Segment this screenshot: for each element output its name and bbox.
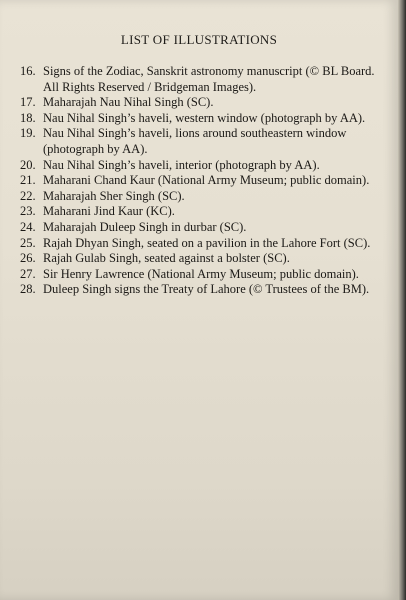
entry-text: Sir Henry Lawrence (National Army Museum; public domain). — [43, 266, 359, 281]
entry-number: 22. — [20, 188, 36, 203]
entry-text: Nau Nihal Singh’s haveli, lions around southeastern window (photograph by AA). — [43, 126, 347, 156]
entry-number: 16. — [20, 64, 36, 78]
list-item — [20, 158, 376, 174]
entry-text: Maharajah Duleep Singh in durbar (SC). — [43, 219, 247, 234]
list-item — [20, 189, 376, 205]
entry-text: Signs of the Zodiac, Sanskrit astronomy manuscript (© BL Board. All Rights Reserved / Bridgeman Images). — [43, 64, 375, 94]
list-item — [20, 251, 376, 267]
entry-text: Duleep Singh signs the Treaty of Lahore (© Trustees of the BM). — [43, 282, 370, 297]
entry-number: 26. — [20, 251, 36, 266]
entry-number: 24. — [20, 219, 36, 234]
entry-number: 27. — [20, 266, 36, 281]
page-heading: LIST OF ILLUSTRATIONS — [120, 32, 278, 47]
illustrations-list — [20, 64, 376, 298]
entry-number: 19. — [20, 126, 36, 141]
entry-text: Maharajah Sher Singh (SC). — [43, 188, 185, 203]
entry-number: 18. — [20, 110, 36, 125]
entry-number: 17. — [20, 95, 36, 110]
list-item — [20, 173, 376, 189]
entry-number: 23. — [20, 204, 36, 219]
entry-number: 28. — [20, 282, 36, 297]
entry-text: Maharajah Nau Nihal Singh (SC). — [43, 95, 214, 110]
entry-text: Maharani Jind Kaur (KC). — [43, 204, 175, 219]
entry-number: 21. — [20, 173, 36, 188]
list-item — [20, 204, 376, 220]
list-item — [20, 267, 376, 283]
entry-number: 20. — [20, 157, 36, 172]
list-item — [20, 282, 376, 298]
entry-number: 25. — [20, 235, 36, 250]
list-item — [20, 220, 376, 236]
entry-text: Rajah Dhyan Singh, seated on a pavilion in the Lahore Fort (SC). — [43, 235, 371, 250]
list-item — [20, 126, 376, 157]
list-item — [20, 111, 376, 127]
list-item — [20, 236, 376, 252]
entry-text: Nau Nihal Singh’s haveli, western window (photograph by AA). — [43, 110, 366, 125]
list-item — [20, 95, 376, 111]
entry-text: Maharani Chand Kaur (National Army Museum; public domain). — [43, 173, 370, 188]
list-item — [20, 64, 376, 95]
entry-text: Rajah Gulab Singh, seated against a bolster (SC). — [43, 251, 290, 266]
entry-text: Nau Nihal Singh’s haveli, interior (photograph by AA). — [43, 157, 320, 172]
page-edge-shadow — [398, 0, 406, 600]
